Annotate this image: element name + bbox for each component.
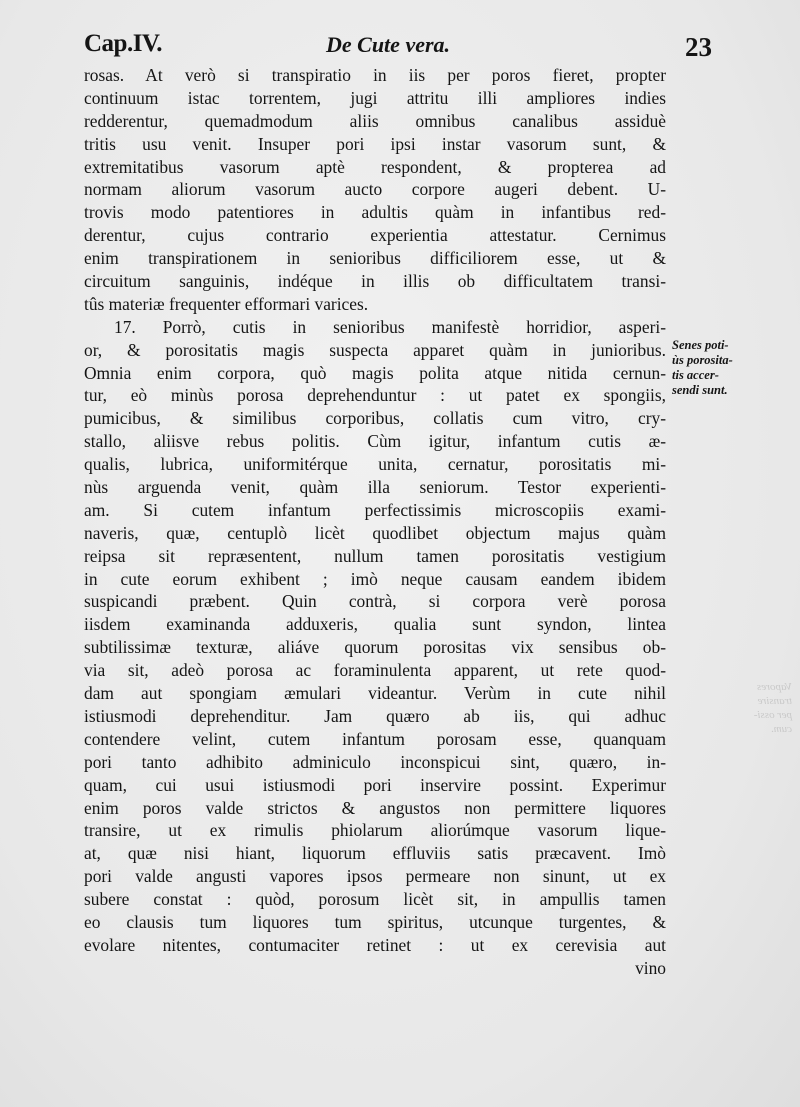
- text-line: extremitatibus vasorum aptè respondent, & propterea ad: [84, 156, 666, 177]
- text-line: transire, ut ex rimulis phiolarum aliorúmque vasorum lique-: [84, 820, 666, 841]
- text-line: redderentur, quemadmodum aliis omnibus canalibus assiduè: [84, 110, 666, 131]
- text-line: derentur, cujus contrario experientia attestatur. Cernimus: [84, 225, 666, 246]
- bleed-through-line: cum.: [770, 723, 792, 735]
- text-line: rosas. At verò si transpiratio in iis per poros fieret, propter: [84, 65, 666, 85]
- text-line: at, quæ nisi hiant, liquorum effluviis satis præcavent. Imò: [84, 843, 666, 864]
- page-header: [84, 28, 714, 64]
- margin-note-line: Senes poti-: [672, 338, 729, 352]
- text-line: enim poros valde strictos & angustos non permittere liquores: [84, 797, 666, 818]
- text-line: or, & porositatis magis suspecta apparet quàm in junioribus.: [84, 339, 666, 360]
- text-line: nùs arguenda venit, quàm illa seniorum. Testor experienti-: [84, 477, 666, 498]
- text-line: subere constat : quòd, porosum licèt sit, in ampullis tamen: [84, 889, 666, 910]
- text-line: via sit, adeò porosa ac foraminulenta apparent, ut rete quod-: [84, 660, 666, 681]
- text-line: pori valde angusti vapores ipsos permeare non sinunt, ut ex: [84, 866, 666, 887]
- text-line: dam aut spongiam æmulari videantur. Verùm in cute nihil: [84, 683, 666, 704]
- text-line: tûs materiæ frequenter efformari varices.: [84, 293, 369, 314]
- chapter-label: Cap.IV.: [84, 30, 163, 57]
- running-title: De Cute vera.: [326, 32, 451, 57]
- text-line: contendere velint, cutem infantum porosam esse, quanquam: [84, 728, 666, 749]
- text-line: stallo, aliisve rebus politis. Cùm igitur, infantum cutis æ-: [84, 431, 666, 452]
- text-line: am. Si cutem infantum perfectissimis microscopiis exami-: [84, 499, 666, 520]
- bleed-through-line: transire: [757, 695, 792, 707]
- page-number: 23: [685, 32, 712, 62]
- bleed-through-line: per ossi-: [753, 709, 792, 721]
- text-line: eo clausis tum liquores tum spiritus, utcunque turgentes, &: [84, 911, 666, 932]
- margin-note-line: tis accer-: [672, 368, 719, 382]
- text-line: pumicibus, & similibus corporibus, collatis cum vitro, cry-: [84, 408, 666, 429]
- text-line: pori tanto adhibito adminiculo inconspicui sint, quæro, in-: [84, 751, 666, 772]
- text-line: in cute eorum exhibent ; imò neque causam eandem ibidem: [84, 568, 666, 589]
- margin-note: [672, 338, 768, 398]
- text-line: circuitum sanguinis, indéque in illis ob difficultatem transi-: [84, 271, 666, 292]
- text-line: naveris, quæ, centuplò licèt quodlibet objectum majus quàm: [84, 522, 666, 543]
- margin-note-line: sendi sunt.: [672, 383, 728, 397]
- text-line: continuum istac torrentem, jugi attritu illi ampliores indies: [84, 87, 666, 108]
- text-line: istiusmodi deprehenditur. Jam quæro ab iis, qui adhuc: [84, 705, 666, 726]
- body-text: [84, 64, 666, 980]
- bleed-through-line: Vapores: [756, 681, 792, 693]
- text-line: subtilissimæ texturæ, aliáve quorum porositas vix sensibus ob-: [84, 637, 666, 658]
- text-line: reipsa sit repræsentent, nullum tamen porositatis vestigium: [84, 545, 666, 566]
- catchword: vino: [635, 957, 666, 978]
- text-line: iisdem examinanda adduxeris, qualia sunt syndon, lintea: [84, 614, 666, 635]
- text-line: quam, cui usui istiusmodi pori inservire possint. Experimur: [84, 774, 666, 795]
- text-line: tritis usu venit. Insuper pori ipsi instar vasorum sunt, &: [84, 133, 666, 154]
- text-line: normam aliorum vasorum aucto corpore augeri debent. U-: [84, 179, 666, 200]
- text-line: Omnia enim corpora, quò magis polita atque nitida cernun-: [84, 362, 666, 383]
- text-line: trovis modo patentiores in adultis quàm in infantibus red-: [84, 202, 666, 223]
- bleed-through-note: [722, 680, 792, 736]
- text-line: enim transpirationem in senioribus difficiliorem esse, ut &: [84, 248, 666, 269]
- text-line: tur, eò minùs porosa deprehenduntur : ut patet ex spongiis,: [84, 385, 666, 406]
- text-line: qualis, lubrica, uniformitérque unita, cernatur, porositatis mi-: [84, 454, 666, 475]
- paragraph-17-start: 17. Porrò, cutis in senioribus manifestè horridior, asperi-: [114, 316, 666, 337]
- text-line: evolare nitentes, contumaciter retinet : ut ex cerevisia aut: [84, 934, 666, 955]
- text-line: suspicandi præbent. Quin contrà, si corpora verè porosa: [84, 591, 666, 612]
- margin-note-line: ùs porosita-: [672, 353, 733, 367]
